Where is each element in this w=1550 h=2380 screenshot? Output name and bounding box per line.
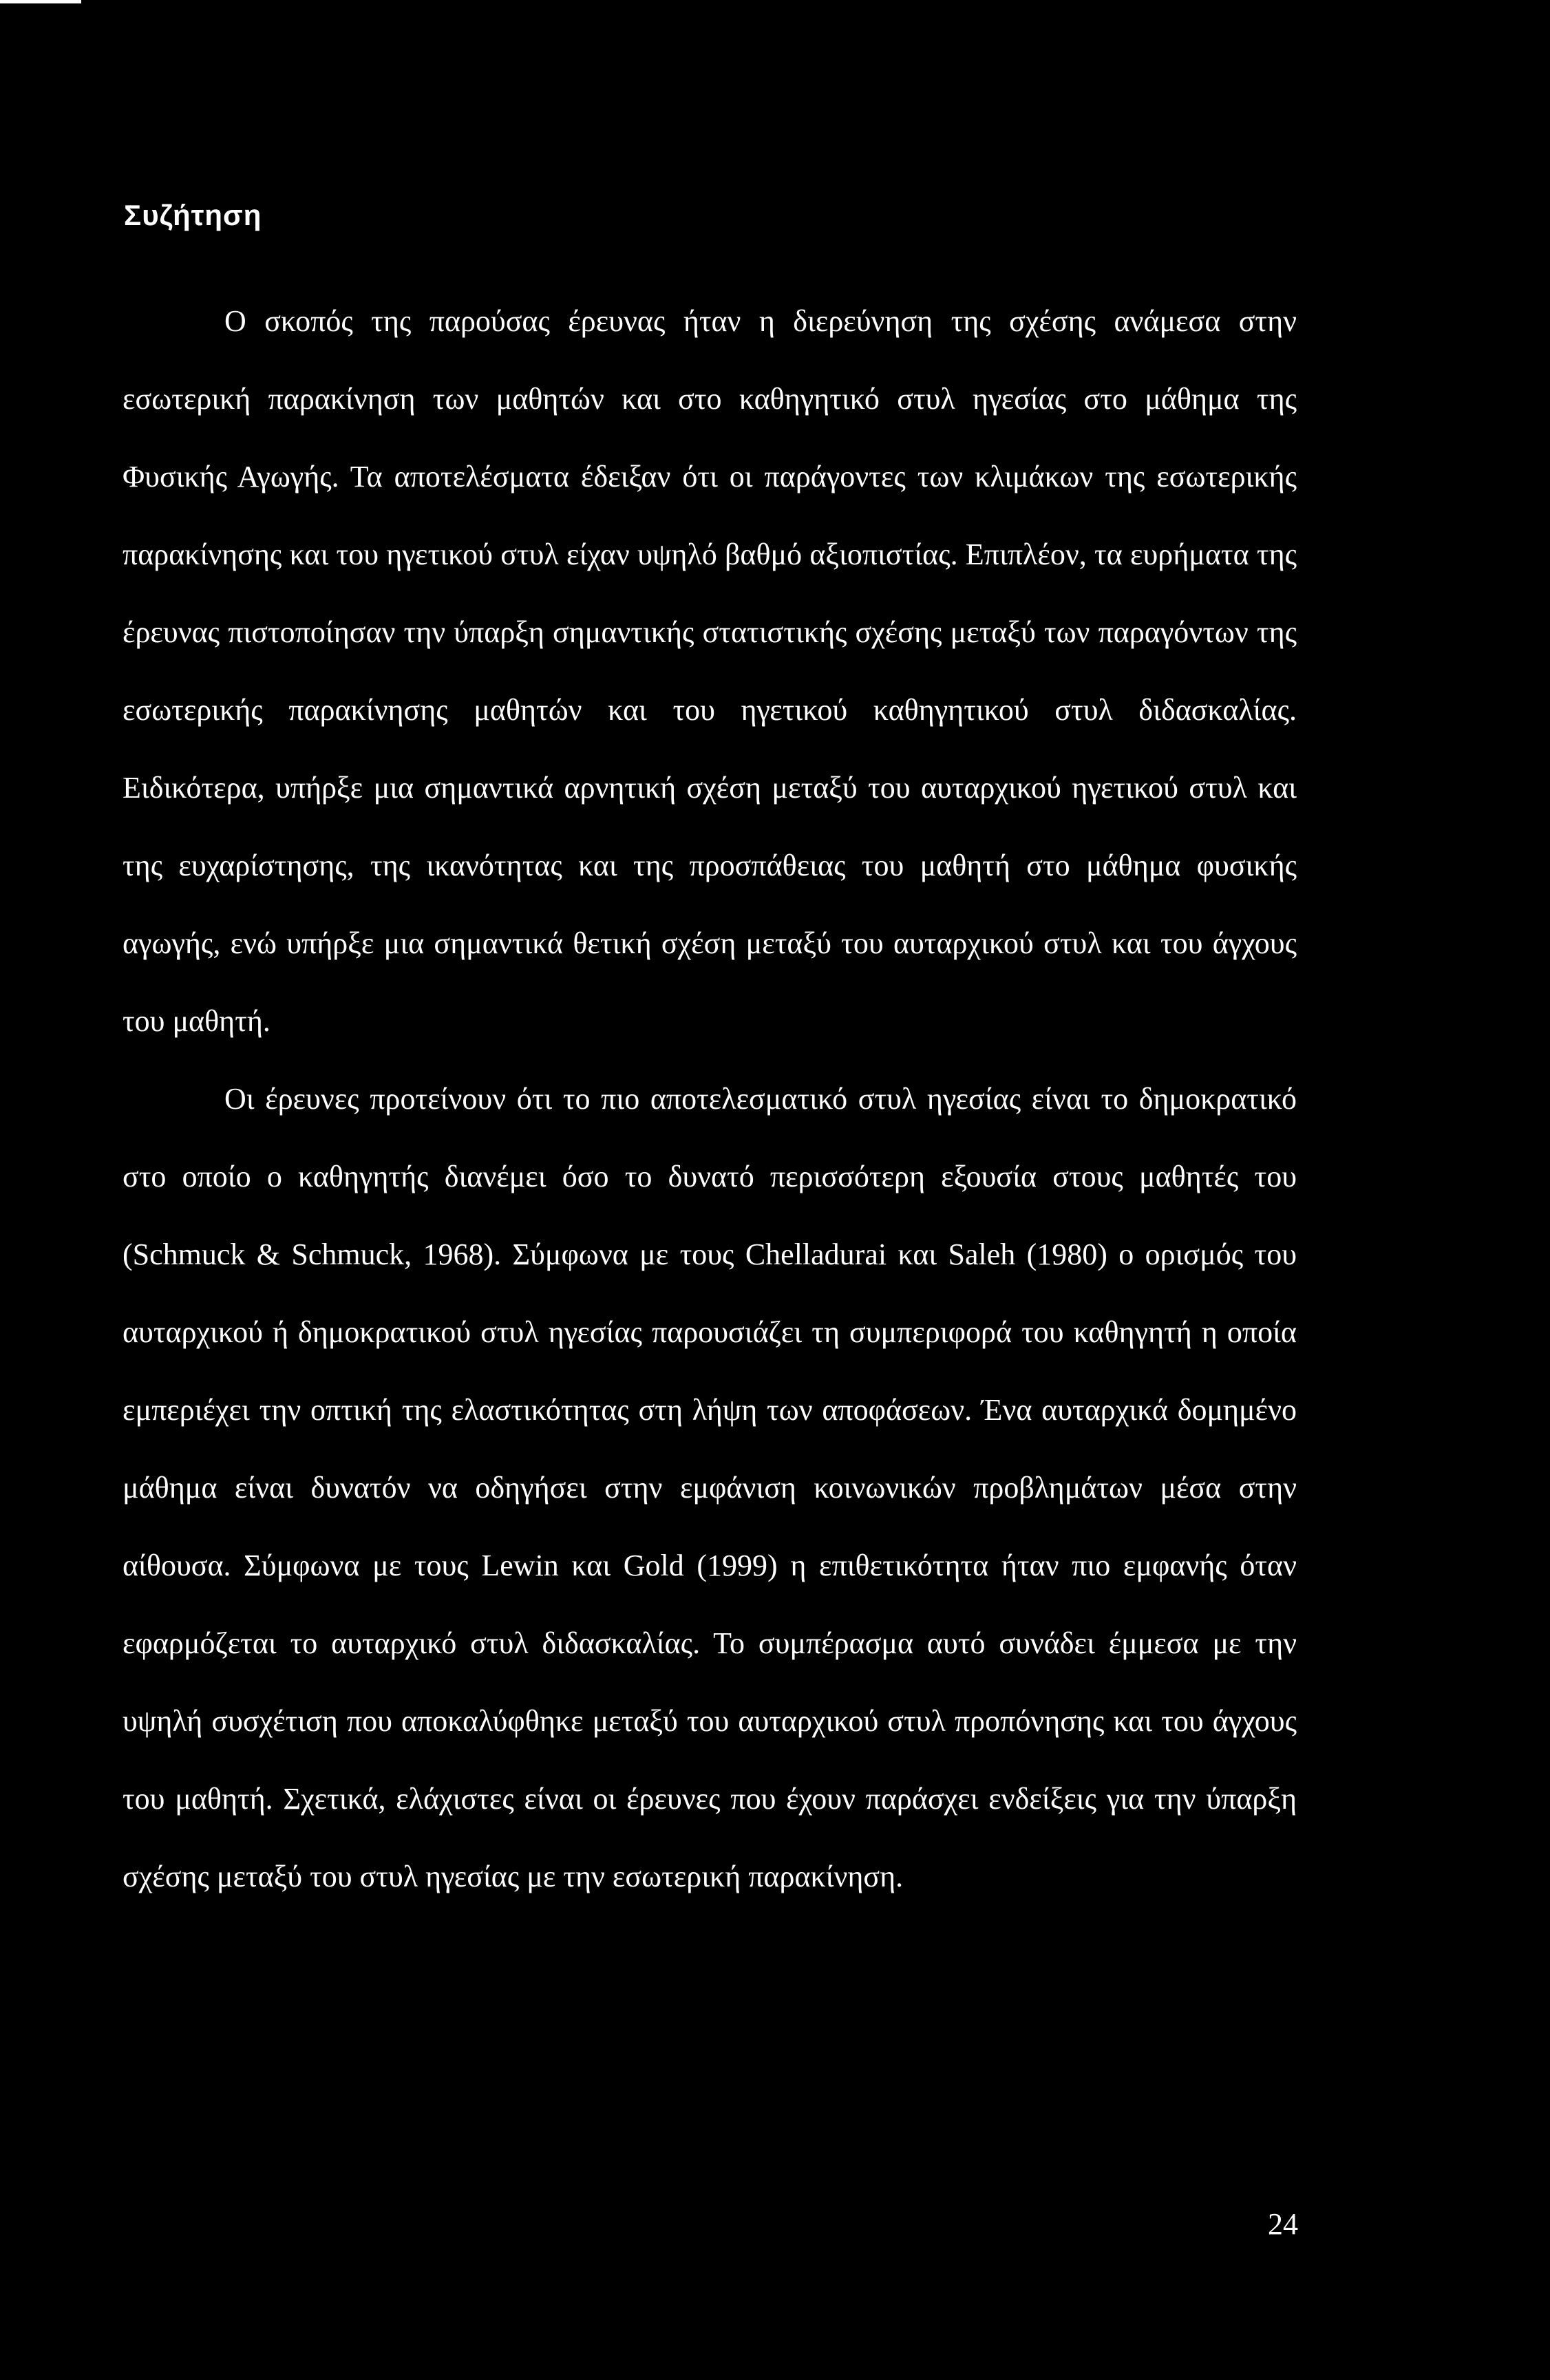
body-text	[123, 282, 1297, 1915]
section-heading: Συζήτηση	[124, 199, 262, 231]
paragraph-2: Οι έρευνες προτείνουν ότι το πιο αποτελεσματικό στυλ ηγεσίας είναι το δημοκρατικό στο οποίο ο καθηγητής διανέμει όσο το δυνατό περισσότερη εξουσία στους μαθητές του (Schmuck & Schmuck, 1968). Σύμφωνα με τους Chelladurai και Saleh (1980) ο ορισμός του αυταρχικού ή δημοκρατικού στυλ ηγεσίας παρουσιάζει τη συμπεριφορά του καθηγητή η οποία εμπεριέχει την οπτική της ελαστικότητας στη λήψη των αποφάσεων. Ένα αυταρχικά δομημένο μάθημα είναι δυνατόν να οδηγήσει στην εμφάνιση κοινωνικών προβλημάτων μέσα στην αίθουσα. Σύμφωνα με τους Lewin και Gold (1999) η επιθετικότητα ήταν πιο εμφανής όταν εφαρμόζεται το αυταρχικό στυλ διδασκαλίας. Το συμπέρασμα αυτό συνάδει έμμεσα με την υψηλή συσχέτιση που αποκαλύφθηκε μεταξύ του αυταρχικού στυλ προπόνησης και του άγχους του μαθητή. Σχετικά, ελάχιστες είναι οι έρευνες που έχουν παράσχει ενδείξεις για την ύπαρξη σχέσης μεταξύ του στυλ ηγεσίας με την εσωτερική παρακίνηση.	[123, 1082, 1297, 1893]
page-number: 24	[1268, 2207, 1298, 2241]
scan-corner-mark	[0, 0, 81, 3]
paragraph-1: Ο σκοπός της παρούσας έρευνας ήταν η διερεύνηση της σχέσης ανάμεσα στην εσωτερική παρακίνηση των μαθητών και στο καθηγητικό στυλ ηγεσίας στο μάθημα της Φυσικής Αγωγής. Τα αποτελέσματα έδειξαν ότι οι παράγοντες των κλιμάκων της εσωτερικής παρακίνησης και του ηγετικού στυλ είχαν υψηλό βαθμό αξιοπιστίας. Επιπλέον, τα ευρήματα της έρευνας πιστοποίησαν την ύπαρξη σημαντικής στατιστικής σχέσης μεταξύ των παραγόντων της εσωτερικής παρακίνησης μαθητών και του ηγετικού καθηγητικού στυλ διδασκαλίας. Ειδικότερα, υπήρξε μια σημαντικά αρνητική σχέση μεταξύ του αυταρχικού ηγετικού στυλ και της ευχαρίστησης, της ικανότητας και της προσπάθειας του μαθητή στο μάθημα φυσικής αγωγής, ενώ υπήρξε μια σημαντικά θετική σχέση μεταξύ του αυταρχικού στυλ και του άγχους του μαθητή.	[123, 304, 1297, 1038]
